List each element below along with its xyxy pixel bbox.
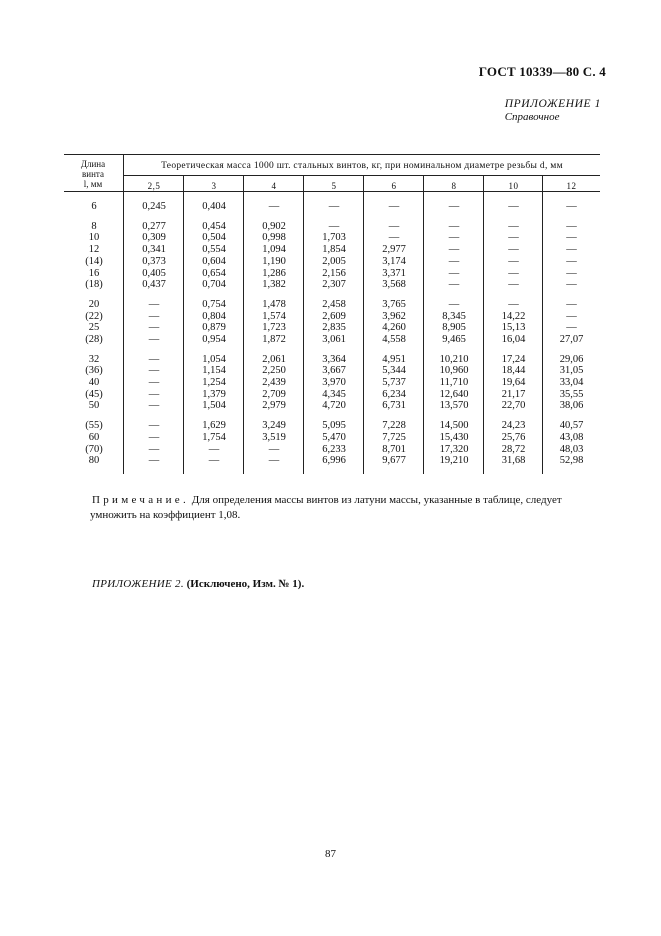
mass-cell: 15,430 — [439, 432, 469, 443]
mass-cell: 2,458 — [322, 299, 346, 310]
mass-cell: 43,08 — [559, 432, 584, 443]
mass-cell: 1,703 — [322, 232, 346, 243]
mass-cell: 0,902 — [262, 221, 286, 232]
note-label: Примечание. — [92, 494, 190, 506]
mass-cell: — — [148, 311, 160, 322]
mass-cell: 5,095 — [322, 420, 346, 431]
diameter-header-cell: 12 — [566, 181, 577, 191]
mass-cell: — — [328, 221, 340, 232]
mass-cell: 52,98 — [559, 455, 584, 466]
mass-cell: — — [566, 268, 577, 279]
mass-cell: 1,478 — [262, 299, 286, 310]
mass-cell: 0,437 — [142, 279, 166, 290]
mass-cell: — — [448, 256, 460, 267]
length-cell: 10 — [88, 232, 100, 243]
mass-cell: 33,04 — [559, 377, 584, 388]
length-header-line-2: винта — [82, 169, 104, 179]
mass-cell: — — [148, 299, 160, 310]
mass-cell: — — [448, 299, 460, 310]
appendix-1-heading — [505, 98, 601, 124]
mass-cell: 8,345 — [442, 311, 466, 322]
diameter-header-cell: 6 — [391, 181, 397, 191]
mass-cell: — — [508, 256, 519, 267]
diameter-header-cell: 3 — [211, 181, 217, 191]
mass-cell: 5,737 — [382, 377, 406, 388]
mass-cell: 17,24 — [501, 354, 526, 365]
diameter-header-cell: 4 — [271, 181, 277, 191]
appendix-1-title: ПРИЛОЖЕНИЕ 1 — [504, 98, 601, 110]
mass-cell: 21,17 — [501, 389, 526, 400]
length-cell: 50 — [88, 400, 100, 411]
length-cell: (70) — [85, 444, 103, 455]
mass-cell: 2,156 — [322, 268, 346, 279]
mass-cell: — — [208, 455, 220, 466]
mass-cell: 38,06 — [559, 400, 584, 411]
mass-cell: 1,379 — [202, 389, 226, 400]
mass-cell: — — [268, 201, 280, 212]
mass-cell: 0,341 — [142, 244, 166, 255]
length-cell: (45) — [85, 389, 103, 400]
mass-cell: 1,382 — [262, 279, 286, 290]
mass-cell: 24,23 — [501, 420, 526, 431]
length-cell: (28) — [85, 334, 103, 345]
diameter-header-cell: 5 — [331, 181, 337, 191]
mass-cell: — — [148, 444, 160, 455]
length-cell: (22) — [85, 311, 103, 322]
mass-cell: 1,504 — [202, 400, 226, 411]
document-code: ГОСТ 10339—80 С. 4 — [478, 64, 606, 79]
length-cell: (36) — [85, 365, 103, 376]
mass-cell: 0,954 — [202, 334, 226, 345]
mass-cell: 14,500 — [439, 420, 469, 431]
mass-cell: 3,765 — [382, 299, 406, 310]
mass-cell: — — [268, 455, 280, 466]
mass-cell: 0,404 — [202, 201, 226, 212]
mass-cell: 0,604 — [202, 256, 226, 267]
mass-cell: 27,07 — [559, 334, 584, 345]
mass-cell: 1,154 — [202, 365, 226, 376]
mass-cell: — — [508, 299, 519, 310]
mass-cell: — — [148, 334, 160, 345]
diameter-header-cell: 2,5 — [147, 181, 161, 191]
mass-cell: 31,05 — [559, 365, 584, 376]
mass-cell: 3,519 — [262, 432, 286, 443]
mass-cell: 35,55 — [559, 389, 584, 400]
mass-cell: — — [448, 221, 460, 232]
mass-cell: — — [448, 244, 460, 255]
mass-cell: 0,245 — [142, 201, 166, 212]
mass-cell: — — [148, 365, 160, 376]
mass-cell: — — [388, 201, 400, 212]
appendix-2-line — [92, 578, 304, 590]
mass-cell: — — [566, 279, 577, 290]
mass-cell: 0,454 — [202, 221, 226, 232]
length-column-header — [64, 159, 122, 189]
mass-cell: 0,373 — [142, 256, 166, 267]
mass-cell: 0,879 — [202, 322, 226, 333]
mass-cell: — — [148, 420, 160, 431]
table-top-rule — [64, 154, 600, 155]
mass-cell: 3,249 — [262, 420, 286, 431]
mass-cell: 6,731 — [382, 400, 406, 411]
table-header-mid-rule — [124, 175, 600, 176]
mass-cell: 1,754 — [202, 432, 226, 443]
mass-cell: — — [388, 232, 400, 243]
mass-column-header: Теоретическая масса 1000 шт. стальных винтов, кг, при номинальном диаметре резьбы d, мм — [161, 161, 563, 171]
mass-cell: 0,309 — [142, 232, 166, 243]
mass-cell: 4,558 — [382, 334, 406, 345]
mass-cell: 10,210 — [439, 354, 469, 365]
mass-cell: 9,677 — [382, 455, 406, 466]
mass-cell: 4,260 — [382, 322, 406, 333]
mass-cell: 0,277 — [142, 221, 166, 232]
mass-cell: 2,250 — [262, 365, 286, 376]
mass-cell: 1,723 — [262, 322, 286, 333]
mass-cell: — — [448, 279, 460, 290]
mass-cell: 4,720 — [322, 400, 346, 411]
mass-cell: 2,439 — [262, 377, 286, 388]
mass-cell: 9,465 — [442, 334, 466, 345]
mass-cell: 16,04 — [501, 334, 526, 345]
mass-cell: 8,701 — [382, 444, 406, 455]
mass-cell: 4,951 — [382, 354, 406, 365]
mass-cell: — — [448, 268, 460, 279]
mass-cell: 3,962 — [382, 311, 406, 322]
mass-cell: — — [508, 232, 519, 243]
mass-cell: 1,854 — [322, 244, 346, 255]
length-cell: 8 — [91, 221, 97, 232]
mass-cell: 11,710 — [439, 377, 469, 388]
appendix-1-subtitle: Справочное — [504, 111, 560, 123]
mass-cell: — — [566, 322, 577, 333]
mass-cell: 15,13 — [501, 322, 526, 333]
mass-cell: — — [566, 256, 577, 267]
mass-cell: — — [148, 432, 160, 443]
mass-cell: 22,70 — [501, 400, 526, 411]
mass-cell: — — [148, 322, 160, 333]
mass-cell: 2,709 — [262, 389, 286, 400]
mass-cell: — — [508, 201, 519, 212]
mass-cell: 3,568 — [382, 279, 406, 290]
mass-cell: — — [448, 232, 460, 243]
mass-cell: 3,970 — [322, 377, 346, 388]
mass-cell: 1,254 — [202, 377, 226, 388]
mass-cell: — — [566, 311, 577, 322]
mass-cell: 29,06 — [559, 354, 584, 365]
mass-cell: 0,754 — [202, 299, 226, 310]
length-cell: 60 — [88, 432, 100, 443]
mass-cell: — — [448, 201, 460, 212]
note-text: Для определения массы винтов из латуни массы, указанные в таблице, следует — [189, 494, 562, 506]
mass-cell: 12,640 — [439, 389, 469, 400]
mass-cell: 31,68 — [501, 455, 526, 466]
mass-cell: 3,371 — [382, 268, 406, 279]
table-header-bottom-rule — [64, 191, 600, 192]
length-cell: 80 — [88, 455, 100, 466]
mass-cell: 1,872 — [262, 334, 286, 345]
mass-cell: 40,57 — [559, 420, 584, 431]
mass-cell: 10,960 — [439, 365, 469, 376]
mass-cell: 2,307 — [322, 279, 346, 290]
mass-cell: — — [148, 400, 160, 411]
mass-cell: 3,174 — [382, 256, 406, 267]
mass-cell: 19,210 — [439, 455, 469, 466]
mass-cell: 7,725 — [382, 432, 406, 443]
length-cell: 25 — [88, 322, 100, 333]
mass-cell: — — [328, 201, 340, 212]
mass-cell: 1,286 — [262, 268, 286, 279]
length-cell: (14) — [85, 256, 103, 267]
mass-cell: — — [268, 444, 280, 455]
appendix-2-status: (Исключено, Изм. № 1). — [183, 578, 305, 590]
mass-cell: 3,667 — [322, 365, 346, 376]
mass-cell: — — [208, 444, 220, 455]
mass-cell: 14,22 — [501, 311, 526, 322]
mass-cell: 1,574 — [262, 311, 286, 322]
mass-cell: 2,977 — [382, 244, 406, 255]
mass-cell: — — [566, 201, 577, 212]
length-cell: 40 — [88, 377, 100, 388]
mass-cell: — — [508, 221, 519, 232]
mass-cell: 1,054 — [202, 354, 226, 365]
mass-cell: 0,554 — [202, 244, 226, 255]
mass-cell: 0,804 — [202, 311, 226, 322]
mass-cell: — — [508, 268, 519, 279]
length-cell: 6 — [91, 201, 97, 212]
table-note — [92, 493, 600, 523]
mass-cell: 6,996 — [322, 455, 346, 466]
mass-cell: 8,905 — [442, 322, 466, 333]
length-cell: (55) — [85, 420, 103, 431]
mass-cell: 2,609 — [322, 311, 346, 322]
mass-cell: — — [148, 354, 160, 365]
mass-cell: 1,190 — [262, 256, 286, 267]
mass-cell: — — [566, 221, 577, 232]
mass-cell: 1,629 — [202, 420, 226, 431]
length-header-line-3: l, мм — [83, 179, 103, 189]
page-number: 87 — [325, 848, 336, 860]
length-cell: 12 — [88, 244, 100, 255]
note-text-continued: умножить на коэффициент 1,08. — [90, 509, 241, 521]
mass-cell: 4,345 — [322, 389, 346, 400]
mass-cell: 6,234 — [382, 389, 406, 400]
mass-cell: — — [566, 244, 577, 255]
diameter-header-cell: 10 — [508, 181, 519, 191]
mass-cell: 3,364 — [322, 354, 346, 365]
length-header-line-1: Длина — [80, 159, 106, 169]
mass-cell: — — [148, 389, 160, 400]
mass-cell: 0,405 — [142, 268, 166, 279]
mass-cell: 0,704 — [202, 279, 226, 290]
mass-cell: 18,44 — [501, 365, 526, 376]
mass-cell: — — [148, 455, 160, 466]
mass-cell: 6,233 — [322, 444, 346, 455]
mass-cell: 5,470 — [322, 432, 346, 443]
mass-cell: 25,76 — [501, 432, 526, 443]
mass-cell: — — [566, 299, 577, 310]
mass-cell: 28,72 — [501, 444, 526, 455]
length-cell: (18) — [85, 279, 103, 290]
mass-cell: — — [566, 232, 577, 243]
mass-cell: 2,979 — [262, 400, 286, 411]
mass-cell: 2,835 — [322, 322, 346, 333]
mass-cell: 0,998 — [262, 232, 286, 243]
mass-cell: 3,061 — [322, 334, 346, 345]
mass-cell: 2,061 — [262, 354, 286, 365]
length-cell: 16 — [88, 268, 100, 279]
mass-cell: — — [388, 221, 400, 232]
appendix-2-title: ПРИЛОЖЕНИЕ 2. — [92, 578, 184, 590]
mass-cell: — — [148, 377, 160, 388]
diameter-header-cell: 8 — [451, 181, 457, 191]
mass-cell: 17,320 — [439, 444, 469, 455]
mass-cell: 19,64 — [501, 377, 526, 388]
mass-cell: 7,228 — [382, 420, 406, 431]
mass-cell: 0,654 — [202, 268, 226, 279]
mass-cell: 2,005 — [322, 256, 346, 267]
mass-cell: 13,570 — [439, 400, 469, 411]
mass-cell: 5,344 — [382, 365, 406, 376]
length-cell: 32 — [88, 354, 100, 365]
mass-cell: 0,504 — [202, 232, 226, 243]
mass-cell: — — [508, 279, 519, 290]
mass-cell: — — [508, 244, 519, 255]
mass-cell: 1,094 — [262, 244, 286, 255]
mass-cell: 48,03 — [559, 444, 584, 455]
length-cell: 20 — [88, 299, 100, 310]
